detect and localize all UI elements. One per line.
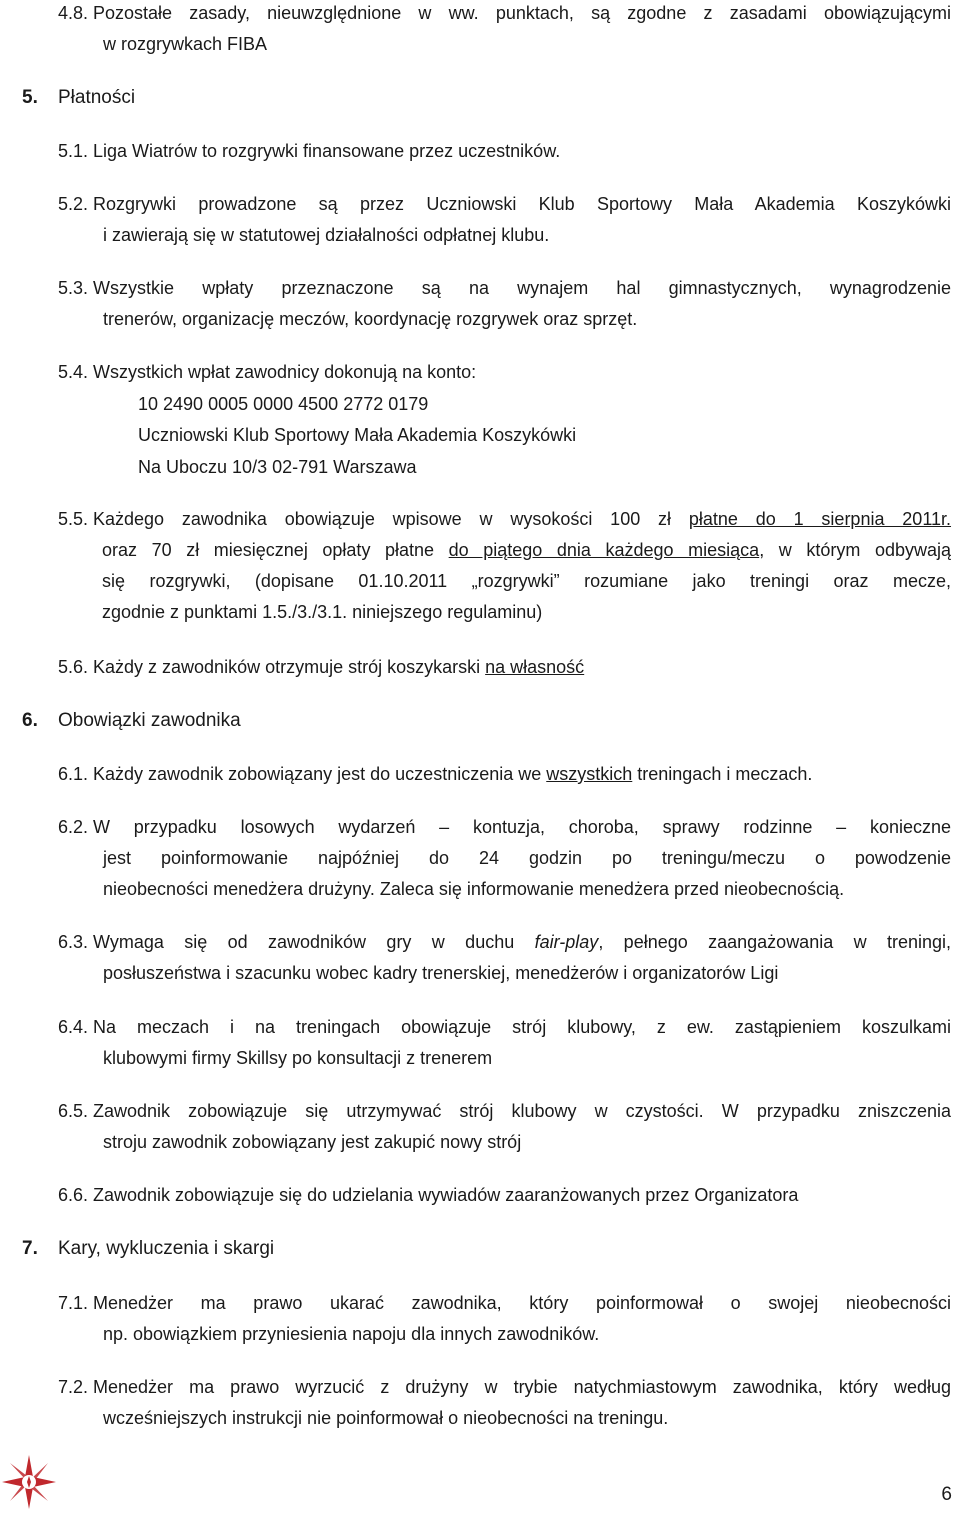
compass-star-icon [2,1455,56,1509]
item-4-8-text: Pozostałe zasady, nieuwzględnione w ww. punktach, są zgodne z zasadami obowiązującymi w rozgrywkach FIBA [93,3,951,54]
item-number: 6.1. [58,764,89,784]
section-title: Płatności [58,87,136,108]
item-5-1-text: Liga Wiatrów to rozgrywki finansowane przez uczestników. [93,141,561,161]
section-number: 7. [22,1238,38,1259]
item-7-1-text: Menedżer ma prawo ukarać zawodnika, który poinformował o swojej nieobecności np. obowiązkiem przyniesienia napoju dla innych zawodników. [93,1293,951,1344]
item-number: 5.2. [58,194,89,214]
item-5-2-text: Rozgrywki prowadzone są przez Uczniowski Klub Sportowy Mała Akademia Koszykówki i zawierają się w statutowej działalności odpłatnej klubu. [93,194,951,245]
item-6-5-text: Zawodnik zobowiązuje się utrzymywać strój klubowy w czystości. W przypadku zniszczenia stroju zawodnik zobowiązany jest zakupić nowy strój [93,1101,951,1152]
item-number: 6.5. [58,1101,89,1121]
section-number: 6. [22,710,38,731]
bank-account-number: 10 2490 0005 0000 4500 2772 0179 [138,394,429,414]
account-holder-name: Uczniowski Klub Sportowy Mała Akademia Koszykówki [138,425,577,445]
item-5-6-text: Każdy z zawodników otrzymuje strój koszykarski na własność [93,657,585,677]
item-6-3-text: Wymaga się od zawodników gry w duchu fair-play, pełnego zaangażowania w treningi, posłuszeństwa i szacunku wobec kadry trenerskiej, menedżerów i organizatorów Ligi [93,932,952,983]
item-number: 5.4. [58,362,89,382]
section-number: 5. [22,87,38,108]
item-5-3-text: Wszystkie wpłaty przeznaczone są na wynajem hal gimnastycznych, wynagrodzenie trenerów, organizację meczów, koordynację rozgrywek oraz sprzęt. [93,278,951,329]
section-title: Kary, wykluczenia i skargi [58,1238,275,1259]
item-number: 6.2. [58,817,89,837]
item-number: 5.1. [58,141,89,161]
page-number: 6 [941,1484,952,1505]
item-5-5-text: Każdego zawodnika obowiązuje wpisowe w wysokości 100 zł płatne do 1 sierpnia 2011r. oraz 70 zł miesięcznej opłaty płatne do piątego dnia każdego miesiąca, w którym odbywają się rozgrywki, (dopisane 01.10.2011 „rozgrywki” rozumiane jako treningi oraz mecze, zgodnie z punktami 1.5./3./3.1. niniejszego regulaminu) [93,509,952,622]
item-5-4-text: Wszystkich wpłat zawodnicy dokonują na konto: [93,362,477,382]
item-number: 6.4. [58,1017,89,1037]
item-number: 6.3. [58,932,89,952]
item-6-2-text: W przypadku losowych wydarzeń – kontuzja, choroba, sprawy rodzinne – konieczne jest poinformowanie najpóźniej do 24 godzin po treningu/meczu o powodzenie nieobecności menedżera drużyny. Zaleca się informowanie menedżera przed nieobecnością. [93,817,951,899]
item-number: 7.1. [58,1293,89,1313]
item-number: 4.8. [58,3,89,23]
section-title: Obowiązki zawodnika [58,710,241,731]
item-6-6-text: Zawodnik zobowiązuje się do udzielania wywiadów zaaranżowanych przez Organizatora [93,1185,799,1205]
item-7-2-text: Menedżer ma prawo wyrzucić z drużyny w trybie natychmiastowym zawodnika, który według wcześniejszych instrukcji nie poinformował o nieobecności na treningu. [93,1377,951,1428]
item-6-1-text: Każdy zawodnik zobowiązany jest do uczestniczenia we wszystkich treningach i meczach. [93,764,813,784]
item-number: 5.5. [58,509,89,529]
item-number: 5.3. [58,278,89,298]
item-number: 6.6. [58,1185,89,1205]
item-6-4-text: Na meczach i na treningach obowiązuje strój klubowy, z ew. zastąpieniem koszulkami klubowymi firmy Skillsy po konsultacji z trenerem [93,1017,951,1068]
item-number: 5.6. [58,657,89,677]
account-holder-address: Na Uboczu 10/3 02-791 Warszawa [138,457,417,477]
item-number: 7.2. [58,1377,89,1397]
